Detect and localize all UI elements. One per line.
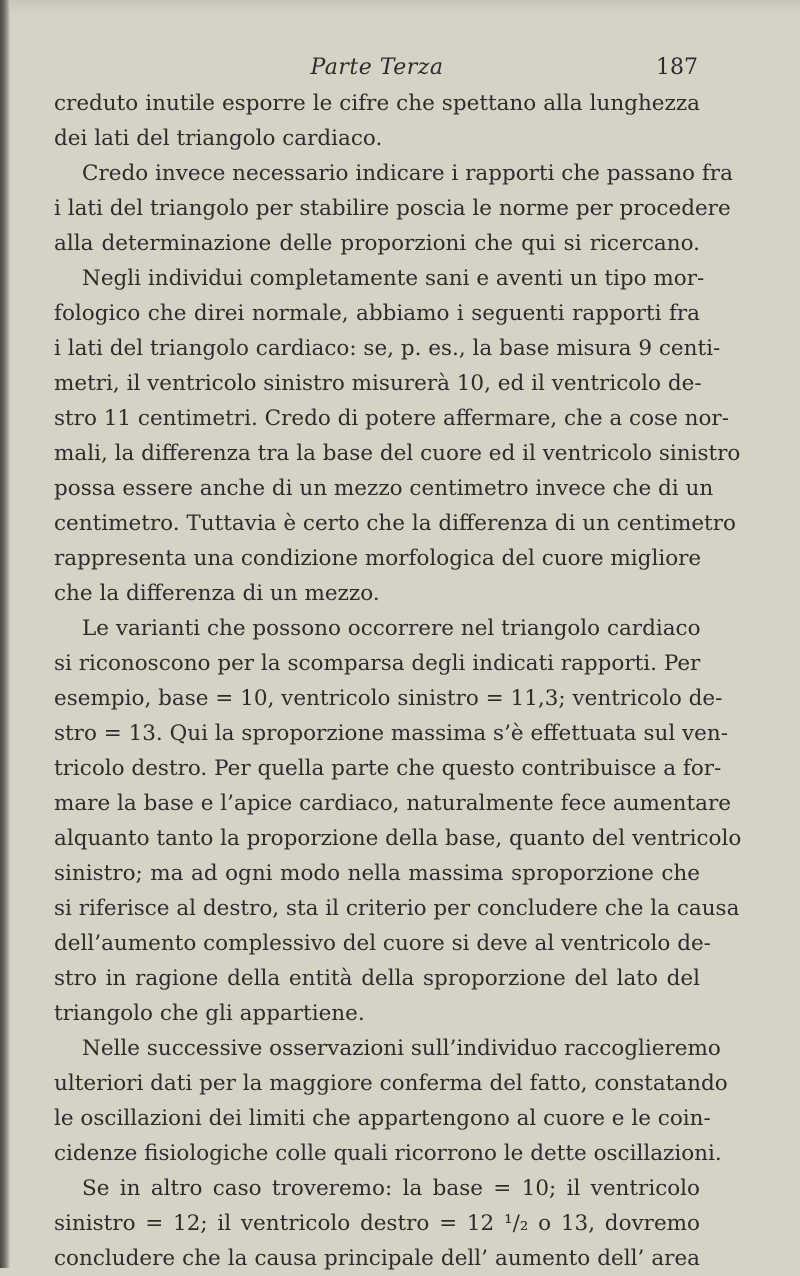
- running-header: [54, 50, 700, 86]
- text-line: dell’aumento complessivo del cuore si deve al ventricolo de-: [54, 931, 711, 956]
- text-line: stro in ragione della entità della sproporzione del lato del: [54, 966, 700, 991]
- book-binding-edge: [0, 0, 10, 1268]
- text-line: i lati del triangolo cardiaco: se, p. es., la base misura 9 centi-: [54, 336, 721, 361]
- text-line: Le varianti che possono occorrere nel triangolo cardiaco: [82, 616, 701, 641]
- text-line: Se in altro caso troveremo: la base = 10; il ventricolo: [82, 1176, 700, 1201]
- text-line: centimetro. Tuttavia è certo che la differenza di un centimetro: [54, 511, 736, 536]
- text-line: stro 11 centimetri. Credo di potere affermare, che a cose nor-: [54, 406, 729, 431]
- text-line: alla determinazione delle proporzioni che qui si ricercano.: [54, 231, 700, 256]
- text-line: esempio, base = 10, ventricolo sinistro = 11,3; ventricolo de-: [54, 686, 723, 711]
- body-text: [54, 86, 742, 1276]
- text-line: creduto inutile esporre le cifre che spettano alla lunghezza: [54, 91, 700, 116]
- page-number: 187: [656, 55, 698, 80]
- text-line: ulteriori dati per la maggiore conferma del fatto, constatando: [54, 1071, 728, 1096]
- text-line: sinistro = 12; il ventricolo destro = 12 ¹/₂ o 13, dovremo: [54, 1211, 700, 1236]
- text-line: mare la base e l’apice cardiaco, naturalmente fece aumentare: [54, 791, 731, 816]
- text-line: che la differenza di un mezzo.: [54, 581, 380, 606]
- text-line: alquanto tanto la proporzione della base, quanto del ventricolo: [54, 826, 742, 851]
- text-line: Nelle successive osservazioni sull’individuo raccoglieremo: [82, 1036, 721, 1061]
- text-line: sinistro; ma ad ogni modo nella massima sproporzione che: [54, 861, 700, 886]
- text-line: dei lati del triangolo cardiaco.: [54, 126, 383, 151]
- text-line: si riconoscono per la scomparsa degli indicati rapporti. Per: [54, 651, 701, 676]
- text-line: Negli individui completamente sani e aventi un tipo mor-: [82, 266, 705, 291]
- text-line: stro = 13. Qui la sproporzione massima s’è effettuata sul ven-: [54, 721, 729, 746]
- text-line: le oscillazioni dei limiti che appartengono al cuore e le coin-: [54, 1106, 711, 1131]
- page-top-edge: [0, 0, 800, 14]
- text-line: i lati del triangolo per stabilire poscia le norme per procedere: [54, 196, 731, 221]
- text-line: tricolo destro. Per quella parte che questo contribuisce a for-: [54, 756, 722, 781]
- text-line: fologico che direi normale, abbiamo i seguenti rapporti fra: [54, 301, 700, 326]
- text-line: possa essere anche di un mezzo centimetro invece che di un: [54, 476, 714, 501]
- text-line: rappresenta una condizione morfologica del cuore migliore: [54, 546, 702, 571]
- text-line: Credo invece necessario indicare i rapporti che passano fra: [82, 161, 733, 186]
- text-line: mali, la differenza tra la base del cuore ed il ventricolo sinistro: [54, 441, 741, 466]
- text-line: triangolo che gli appartiene.: [54, 1001, 365, 1026]
- text-line: si riferisce al destro, sta il criterio per concludere che la causa: [54, 896, 740, 921]
- running-title: Parte Terza: [310, 55, 444, 80]
- text-line: metri, il ventricolo sinistro misurerà 10, ed il ventricolo de-: [54, 371, 702, 396]
- text-line: cidenze fisiologiche colle quali ricorrono le dette oscillazioni.: [54, 1141, 722, 1166]
- text-line: concludere che la causa principale dell’ aumento dell’ area: [54, 1246, 700, 1271]
